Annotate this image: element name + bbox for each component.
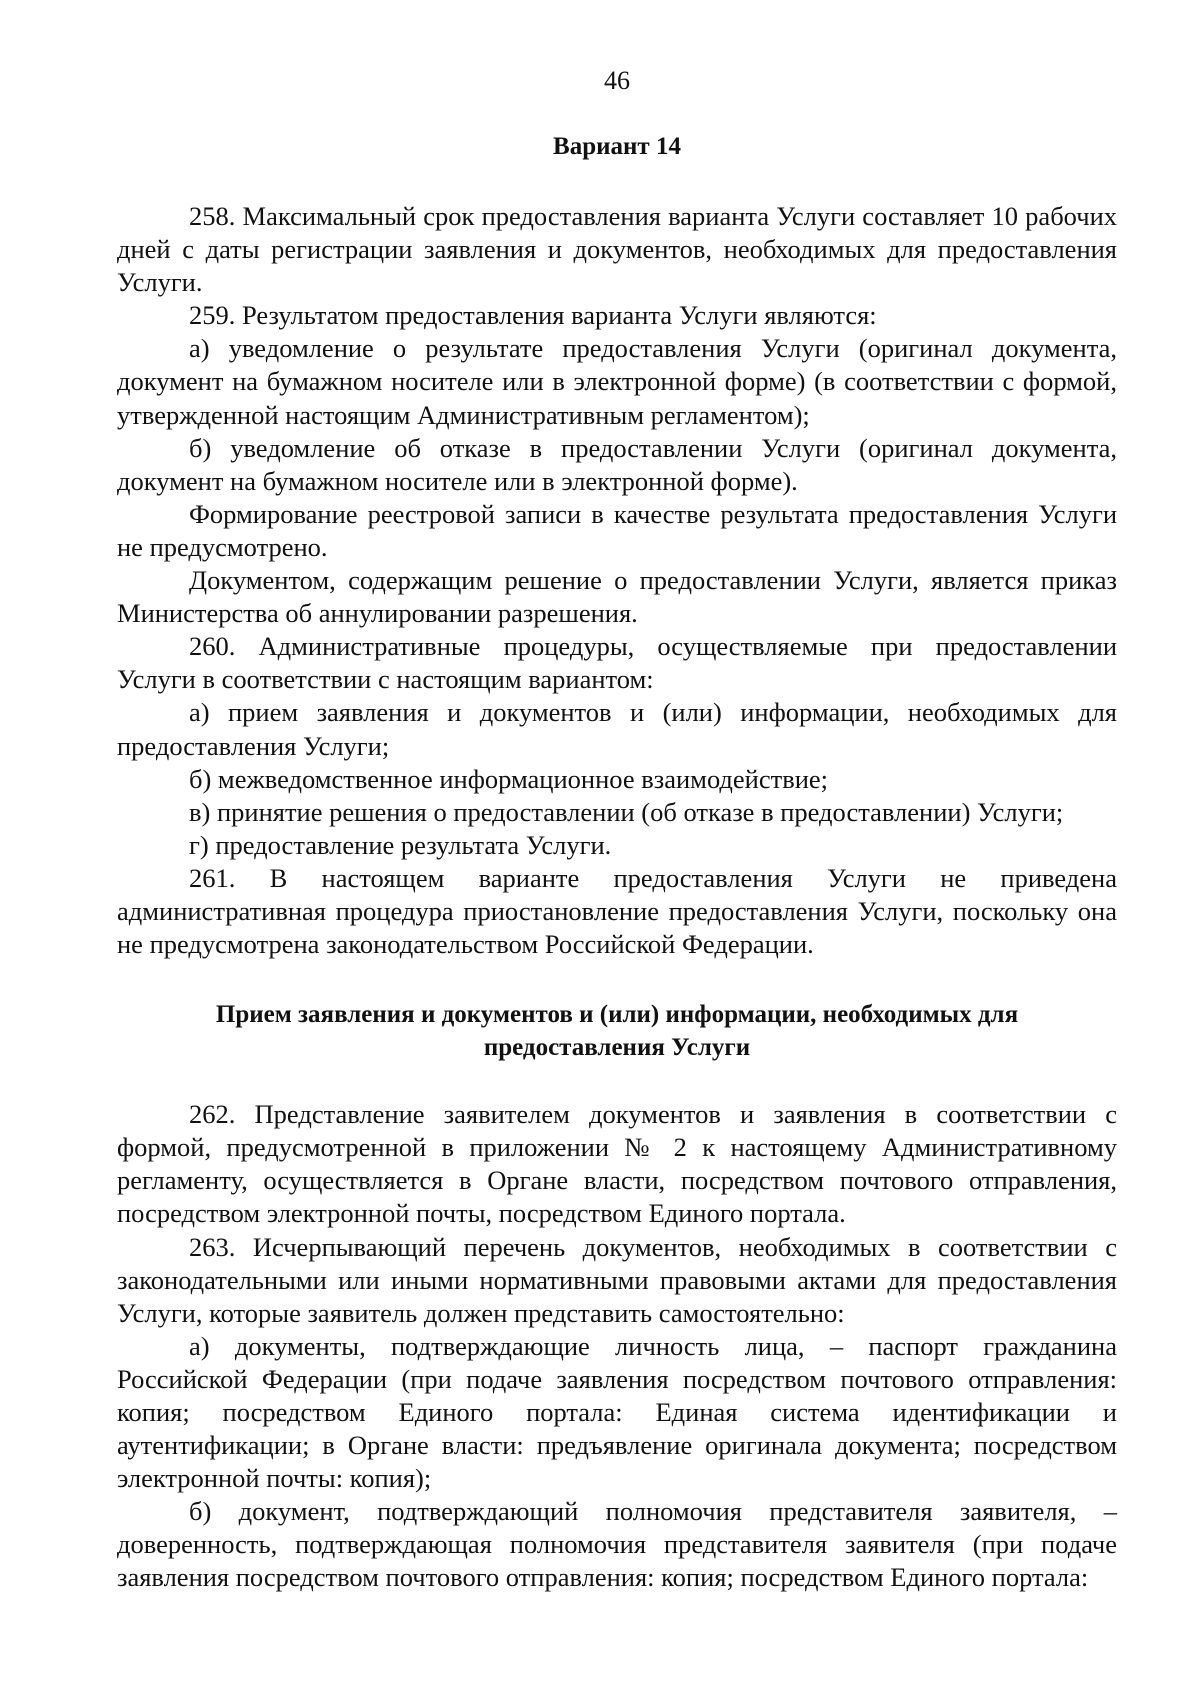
paragraph-261: 261. В настоящем варианте предоставления Услуги не приведена административная процедура приостановление предоставления Услуги, поскольку она не предусмотрена законодательством Российской Федерации. bbox=[117, 862, 1117, 960]
paragraph-260: 260. Административные процедуры, осуществляемые при предоставлении Услуги в соответствии с настоящим вариантом: bbox=[117, 631, 1117, 695]
section-heading-line-2: предоставления Услуги bbox=[483, 1034, 751, 1062]
paragraph-260-b: б) межведомственное информационное взаимодействие; bbox=[189, 763, 829, 794]
section-heading bbox=[117, 998, 1117, 1064]
paragraph-258: 258. Максимальный срок предоставления варианта Услуги составляет 10 рабочих дней с даты регистрации заявления и документов, необходимых для предоставления Услуги. bbox=[117, 201, 1117, 298]
paragraph-259-b: б) уведомление об отказе в предоставлении Услуги (оригинал документа, документ на бумажном носителе или в электронной форме). bbox=[117, 432, 1117, 496]
paragraph-259-a: а) уведомление о результате предоставления Услуги (оригинал документа, документ на бумажном носителе или в электронной форме) (в соответствии с формой, утвержденной настоящим Административным регламентом); bbox=[117, 333, 1117, 430]
paragraph-260-a: а) прием заявления и документов и (или) информации, необходимых для предоставления Услуги; bbox=[117, 697, 1117, 761]
section-application-reception bbox=[117, 1098, 1117, 1594]
paragraph-263: 263. Исчерпывающий перечень документов, необходимых в соответствии с законодательными или иными нормативными правовыми актами для предоставления Услуги, которые заявитель должен представить самостоятельно: bbox=[117, 1231, 1117, 1328]
paragraph-decision-document: Документом, содержащим решение о предоставлении Услуги, является приказ Министерства об аннулировании разрешения. bbox=[117, 565, 1117, 629]
paragraph-260-g: г) предоставление результата Услуги. bbox=[189, 829, 612, 860]
variant-title: Вариант 14 bbox=[553, 133, 681, 160]
paragraph-263-a: а) документы, подтверждающие личность лица, – паспорт гражданина Российской Федерации (при подаче заявления посредством почтового отправления: копия; посредством Единого портала: Единая система идентификации и аутентификации; в Органе власти: предъявление оригинала документа; посредством электронной почты: копия); bbox=[117, 1330, 1117, 1494]
paragraph-registry-record: Формирование реестровой записи в качестве результата предоставления Услуги не предусмотрено. bbox=[117, 498, 1117, 562]
section-heading-line-1: Прием заявления и документов и (или) информации, необходимых для bbox=[215, 1001, 1019, 1029]
document-page bbox=[117, 66, 1117, 1595]
section-result-and-procedures bbox=[117, 200, 1117, 961]
paragraph-259: 259. Результатом предоставления варианта Услуги являются: bbox=[189, 300, 877, 331]
paragraph-263-b: б) документ, подтверждающий полномочия представителя заявителя, – доверенность, подтверждающая полномочия представителя заявителя (при подаче заявления посредством почтового отправления: копия; посредством Единого портала: bbox=[117, 1496, 1117, 1593]
paragraph-260-v: в) принятие решения о предоставлении (об отказе в предоставлении) Услуги; bbox=[189, 796, 1064, 827]
page-number: 46 bbox=[604, 66, 630, 95]
paragraph-262: 262. Представление заявителем документов и заявления в соответствии с формой, предусмотренной в приложении № 2 к настоящему Административному регламенту, осуществляется в Органе власти, посредством почтового отправления, посредством электронной почты, посредством Единого портала. bbox=[117, 1099, 1117, 1229]
